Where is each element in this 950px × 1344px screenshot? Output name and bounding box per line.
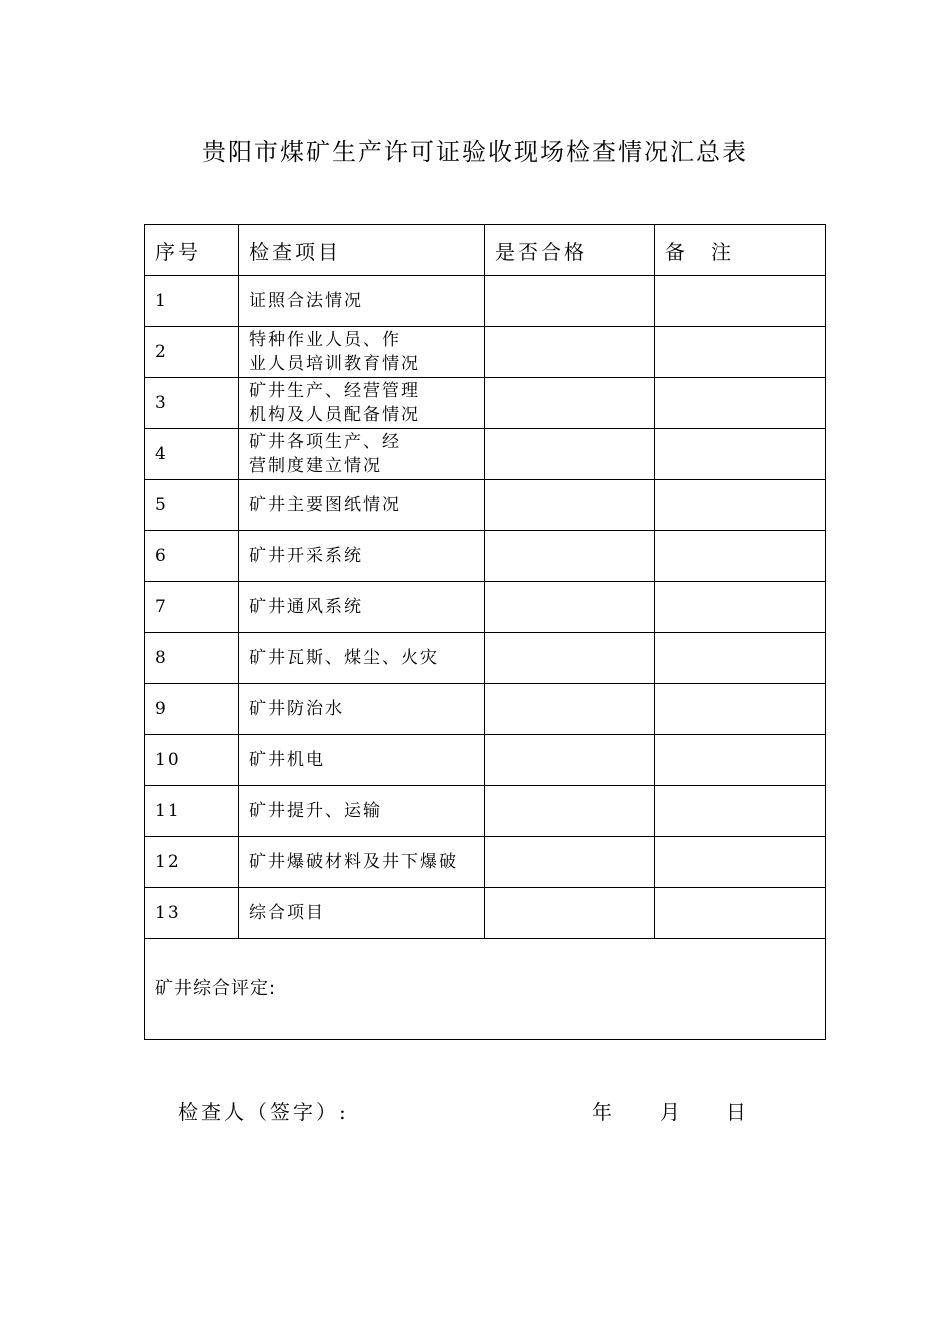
table-row xyxy=(145,633,826,684)
remark-cell[interactable] xyxy=(655,276,826,327)
inspection-item xyxy=(239,735,485,786)
table-row xyxy=(145,429,826,480)
remark-cell[interactable] xyxy=(655,837,826,888)
qualified-cell[interactable] xyxy=(485,327,655,378)
remark-cell[interactable] xyxy=(655,327,826,378)
document-title: 贵阳市煤矿生产许可证验收现场检查情况汇总表 xyxy=(202,138,748,166)
table-row xyxy=(145,888,826,939)
qualified-cell[interactable] xyxy=(485,735,655,786)
inspection-item-line: 矿井通风系统 xyxy=(249,597,363,617)
remark-cell[interactable] xyxy=(655,786,826,837)
row-number: 11 xyxy=(145,786,239,837)
qualified-cell[interactable] xyxy=(485,786,655,837)
inspection-item-line: 矿井主要图纸情况 xyxy=(249,495,401,515)
inspection-item-line: 特种作业人员、作 xyxy=(249,330,401,350)
inspection-summary-table xyxy=(144,224,826,1040)
signature-row xyxy=(178,1096,778,1126)
inspection-item xyxy=(239,582,485,633)
remark-cell[interactable] xyxy=(655,480,826,531)
inspection-item-line: 矿井瓦斯、煤尘、火灾 xyxy=(249,648,439,668)
row-number: 2 xyxy=(145,327,239,378)
table-header-row xyxy=(145,225,826,276)
inspection-item xyxy=(239,276,485,327)
table-row xyxy=(145,837,826,888)
inspection-item xyxy=(239,480,485,531)
inspection-item-line: 矿井生产、经营管理 xyxy=(249,381,420,401)
inspection-item-line: 矿井开采系统 xyxy=(249,546,363,566)
inspection-item xyxy=(239,786,485,837)
qualified-cell[interactable] xyxy=(485,429,655,480)
inspection-item-line: 综合项目 xyxy=(249,903,325,923)
remark-cell[interactable] xyxy=(655,633,826,684)
inspection-item-line: 营制度建立情况 xyxy=(249,456,382,476)
remark-cell[interactable] xyxy=(655,378,826,429)
remark-cell[interactable] xyxy=(655,531,826,582)
summary-row xyxy=(145,939,826,1040)
qualified-cell[interactable] xyxy=(485,582,655,633)
table-row xyxy=(145,327,826,378)
year-label: 年 xyxy=(592,1100,615,1124)
table-row xyxy=(145,378,826,429)
month-label: 月 xyxy=(660,1100,683,1124)
table-row xyxy=(145,582,826,633)
inspection-item-line: 业人员培训教育情况 xyxy=(249,354,420,374)
remark-cell[interactable] xyxy=(655,684,826,735)
table-row xyxy=(145,786,826,837)
qualified-cell[interactable] xyxy=(485,888,655,939)
row-number: 9 xyxy=(145,684,239,735)
remark-cell[interactable] xyxy=(655,888,826,939)
inspection-item xyxy=(239,378,485,429)
inspection-item-line: 矿井各项生产、经 xyxy=(249,432,401,452)
inspection-item-line: 矿井爆破材料及井下爆破 xyxy=(249,852,458,872)
table-body xyxy=(145,276,826,939)
inspection-item xyxy=(239,327,485,378)
qualified-cell[interactable] xyxy=(485,837,655,888)
table-row xyxy=(145,276,826,327)
remark-cell[interactable] xyxy=(655,582,826,633)
row-number: 8 xyxy=(145,633,239,684)
table-row xyxy=(145,735,826,786)
inspection-item-line: 矿井防治水 xyxy=(249,699,344,719)
table-row xyxy=(145,684,826,735)
qualified-cell[interactable] xyxy=(485,633,655,684)
inspection-item xyxy=(239,429,485,480)
remark-cell[interactable] xyxy=(655,429,826,480)
day-label: 日 xyxy=(726,1100,749,1124)
qualified-cell[interactable] xyxy=(485,276,655,327)
header-item: 检查项目 xyxy=(239,225,485,276)
inspection-item-line: 矿井提升、运输 xyxy=(249,801,382,821)
inspector-signature-label: 检查人（签字）: xyxy=(178,1100,349,1124)
overall-evaluation-label[interactable]: 矿井综合评定: xyxy=(145,939,826,1040)
qualified-cell[interactable] xyxy=(485,684,655,735)
inspection-item xyxy=(239,684,485,735)
row-number: 4 xyxy=(145,429,239,480)
row-number: 1 xyxy=(145,276,239,327)
qualified-cell[interactable] xyxy=(485,531,655,582)
inspection-item xyxy=(239,888,485,939)
row-number: 3 xyxy=(145,378,239,429)
inspection-item-line: 矿井机电 xyxy=(249,750,325,770)
inspection-item-line: 机构及人员配备情况 xyxy=(249,405,420,425)
row-number: 6 xyxy=(145,531,239,582)
header-qualified: 是否合格 xyxy=(485,225,655,276)
qualified-cell[interactable] xyxy=(485,378,655,429)
row-number: 5 xyxy=(145,480,239,531)
inspection-item-line: 证照合法情况 xyxy=(249,291,363,311)
inspection-item xyxy=(239,837,485,888)
row-number: 13 xyxy=(145,888,239,939)
row-number: 7 xyxy=(145,582,239,633)
table-row xyxy=(145,480,826,531)
header-no: 序号 xyxy=(145,225,239,276)
inspection-item xyxy=(239,531,485,582)
row-number: 10 xyxy=(145,735,239,786)
inspection-item xyxy=(239,633,485,684)
row-number: 12 xyxy=(145,837,239,888)
remark-cell[interactable] xyxy=(655,735,826,786)
qualified-cell[interactable] xyxy=(485,480,655,531)
header-remark: 备 注 xyxy=(655,225,826,276)
table-row xyxy=(145,531,826,582)
